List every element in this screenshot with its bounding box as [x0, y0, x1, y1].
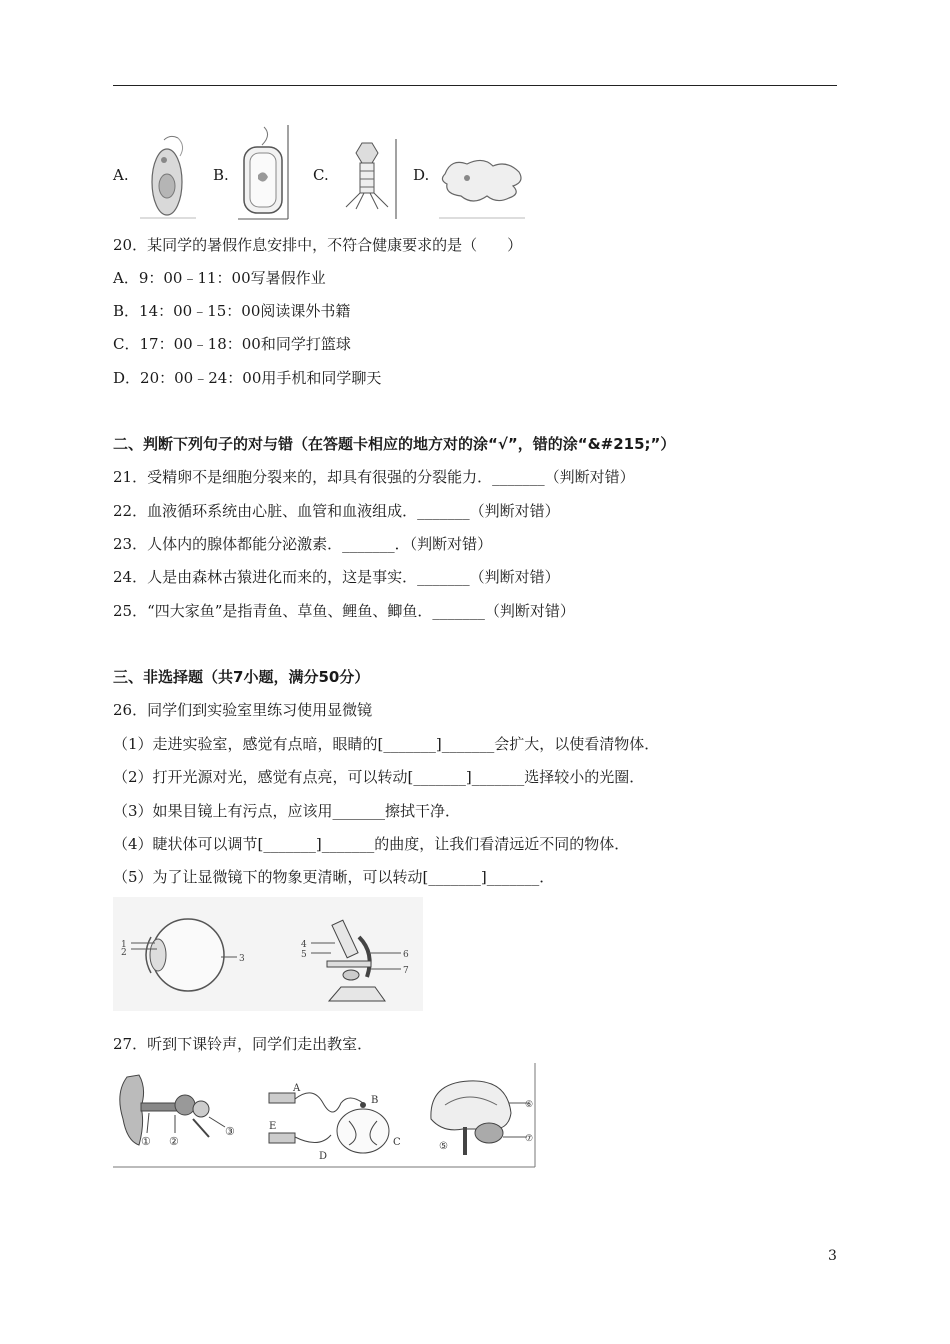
reflex-label-b: B: [371, 1095, 379, 1106]
reflex-arc-diagram: [269, 1083, 401, 1162]
q21: 21．受精卵不是细胞分裂来的，却具有很强的分裂能力．_______（判断对错）: [113, 468, 635, 486]
q20-option-a: A．9：00﹣11：00写暑假作业: [113, 269, 326, 287]
q26-stem: 26．同学们到实验室里练习使用显微镜: [113, 701, 373, 719]
q22: 22．血液循环系统由心脏、血管和血液组成．_______（判断对错）: [113, 502, 560, 520]
ear-label-1: ①: [141, 1135, 151, 1148]
microscope-label-4: 4: [301, 940, 307, 950]
microscope-label-7: 7: [403, 966, 409, 976]
section3-heading: 三、非选择题（共7小题，满分50分）: [113, 668, 370, 686]
bacterium-figure: [236, 125, 292, 221]
euglena-figure: [134, 132, 200, 222]
q19-option-c-label: C.: [313, 166, 329, 184]
amoeba-figure: [437, 152, 529, 220]
eye-microscope-figure: [113, 897, 423, 1011]
ear-diagram: [120, 1075, 235, 1148]
reflex-label-a: A: [293, 1083, 301, 1094]
q26-part-4: （4）睫状体可以调节[_______]_______的曲度，让我们看清远近不同的物体．: [113, 835, 630, 853]
reflex-label-d: D: [319, 1151, 328, 1162]
ear-label-2: ②: [169, 1135, 179, 1148]
q25: 25．“四大家鱼”是指青鱼、草鱼、鲤鱼、鲫鱼．_______（判断对错）: [113, 602, 575, 620]
q26-part-3: （3）如果目镜上有污点，应该用_______擦拭干净．: [113, 802, 461, 820]
virus-figure: [336, 137, 398, 219]
q19-option-d-label: D.: [413, 166, 430, 184]
section2-heading: 二、判断下列句子的对与错（在答题卡相应的地方对的涂“√”，错的涂“&#215;”）: [113, 435, 676, 453]
q26-part-5: （5）为了让显微镜下的物象更清晰，可以转动[_______]_______．: [113, 868, 555, 886]
brain-label-5: ⑤: [439, 1141, 448, 1152]
microscope-label-5: 5: [301, 950, 307, 960]
eye-label-3: 3: [239, 954, 245, 964]
q26-part-1: （1）走进实验室，感觉有点暗，眼睛的[_______]_______会扩大，以使看清物体．: [113, 735, 660, 753]
q24: 24．人是由森林古猿进化而来的，这是事实．_______（判断对错）: [113, 568, 560, 586]
q20-option-b: B．14：00﹣15：00阅读课外书籍: [113, 302, 351, 320]
q20-option-c: C．17：00﹣18：00和同学打篮球: [113, 335, 351, 353]
brain-label-7: ⑦: [525, 1134, 534, 1144]
q19-option-a-label: A.: [113, 166, 129, 184]
q23: 23．人体内的腺体都能分泌激素．_______．（判断对错）: [113, 535, 493, 553]
page-number: 3: [828, 1248, 837, 1264]
reflex-label-c: C: [393, 1137, 401, 1148]
q19-option-b-label: B.: [213, 166, 229, 184]
brain-label-6: ⑥: [525, 1100, 534, 1110]
header-rule: [113, 85, 837, 86]
eye-label-2: 2: [121, 948, 127, 958]
brain-diagram: [431, 1081, 533, 1155]
eye-label-1: 1: [121, 940, 127, 950]
q20-option-d: D．20：00﹣24：00用手机和同学聊天: [113, 369, 382, 387]
reflex-label-e: E: [269, 1121, 277, 1132]
q27-stem: 27．听到下课铃声，同学们走出教室．: [113, 1035, 373, 1053]
q20-stem: 20．某同学的暑假作息安排中，不符合健康要求的是（ ）: [113, 236, 523, 254]
ear-reflex-brain-figure: [113, 1063, 537, 1169]
microscope-label-6: 6: [403, 950, 409, 960]
q26-part-2: （2）打开光源对光，感觉有点亮，可以转动[_______]_______选择较小的光圈．: [113, 768, 645, 786]
ear-label-3: ③: [225, 1125, 235, 1138]
